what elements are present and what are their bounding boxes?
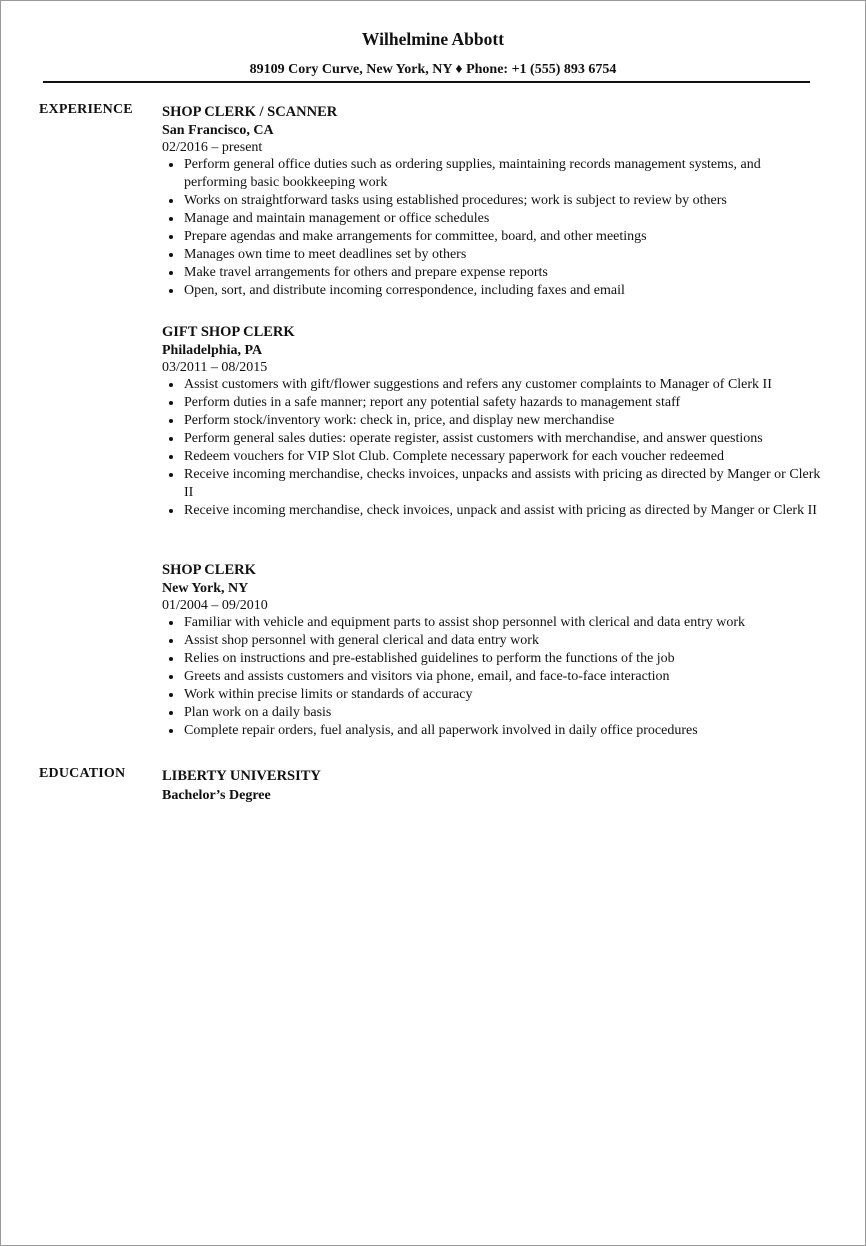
list-item: Complete repair orders, fuel analysis, and all paperwork involved in daily office procedures <box>162 722 822 740</box>
list-item: Perform duties in a safe manner; report any potential safety hazards to management staff <box>162 394 822 412</box>
school-name: LIBERTY UNIVERSITY <box>162 768 321 784</box>
list-item: Redeem vouchers for VIP Slot Club. Complete necessary paperwork for each voucher redeemed <box>162 448 822 466</box>
list-item: Works on straightforward tasks using established procedures; work is subject to review by others <box>162 192 822 210</box>
list-item: Prepare agendas and make arrangements for committee, board, and other meetings <box>162 228 822 246</box>
list-item: Open, sort, and distribute incoming correspondence, including faxes and email <box>162 282 822 300</box>
experience-heading: EXPERIENCE <box>39 102 133 117</box>
job-dates: 03/2011 – 08/2015 <box>162 360 268 375</box>
job-duties-list <box>162 156 822 300</box>
job-title: SHOP CLERK / SCANNER <box>162 104 338 120</box>
list-item: Assist shop personnel with general clerical and data entry work <box>162 632 822 650</box>
job-title: SHOP CLERK <box>162 562 256 578</box>
degree: Bachelor’s Degree <box>162 788 271 803</box>
list-item: Perform general sales duties: operate register, assist customers with merchandise, and answer questions <box>162 430 822 448</box>
list-item: Make travel arrangements for others and prepare expense reports <box>162 264 822 282</box>
list-item: Perform general office duties such as ordering supplies, maintaining records management systems, and performing basic bookkeeping work <box>162 156 822 192</box>
candidate-name: Wilhelmine Abbott <box>361 29 505 49</box>
list-item: Greets and assists customers and visitors via phone, email, and face-to-face interaction <box>162 668 822 686</box>
contact-line: 89109 Cory Curve, New York, NY ♦ Phone: +1 (555) 893 6754 <box>249 62 617 77</box>
job-dates: 02/2016 – present <box>162 140 263 155</box>
job-entry <box>162 322 822 520</box>
list-item: Receive incoming merchandise, check invoices, unpack and assist with pricing as directed by Manger or Clerk II <box>162 502 822 520</box>
list-item: Assist customers with gift/flower suggestions and refers any customer complaints to Manager of Clerk II <box>162 376 822 394</box>
list-item: Manage and maintain management or office schedules <box>162 210 822 228</box>
list-item: Manages own time to meet deadlines set by others <box>162 246 822 264</box>
job-entry <box>162 102 822 300</box>
job-location: New York, NY <box>162 581 249 596</box>
job-dates: 01/2004 – 09/2010 <box>162 598 268 613</box>
education-entry <box>162 766 822 806</box>
list-item: Plan work on a daily basis <box>162 704 822 722</box>
list-item: Perform stock/inventory work: check in, price, and display new merchandise <box>162 412 822 430</box>
job-entry <box>162 560 822 740</box>
job-duties-list <box>162 614 822 740</box>
job-title: GIFT SHOP CLERK <box>162 324 295 340</box>
job-location: Philadelphia, PA <box>162 343 263 358</box>
list-item: Work within precise limits or standards of accuracy <box>162 686 822 704</box>
list-item: Relies on instructions and pre-established guidelines to perform the functions of the job <box>162 650 822 668</box>
job-location: San Francisco, CA <box>162 123 274 138</box>
header-divider <box>43 81 810 83</box>
list-item: Receive incoming merchandise, checks invoices, unpacks and assists with pricing as directed by Manger or Clerk II <box>162 466 822 502</box>
list-item: Familiar with vehicle and equipment parts to assist shop personnel with clerical and data entry work <box>162 614 822 632</box>
job-duties-list <box>162 376 822 520</box>
education-heading: EDUCATION <box>39 766 126 781</box>
